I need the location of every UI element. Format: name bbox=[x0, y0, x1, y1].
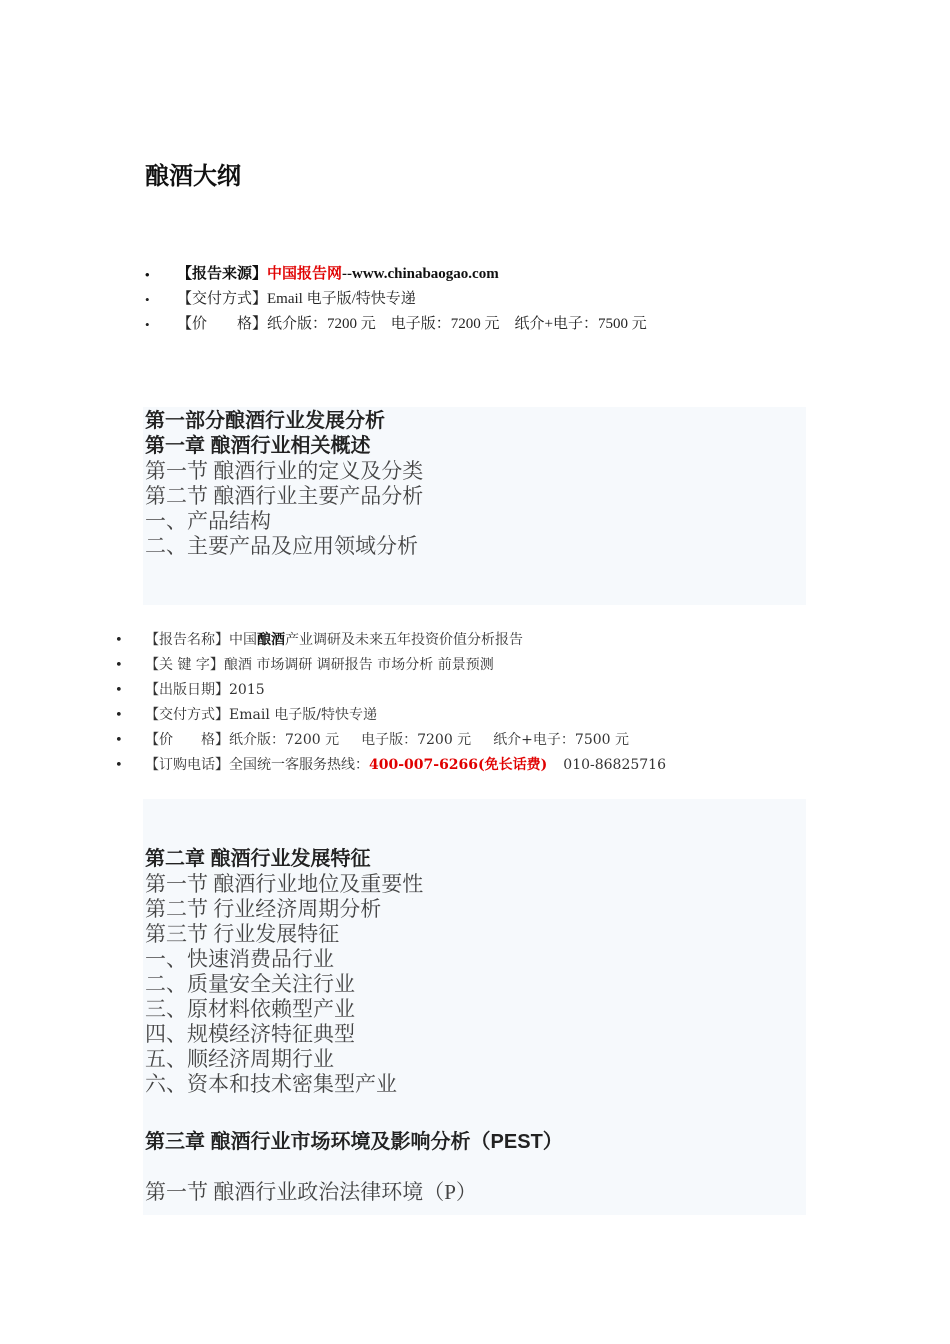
toc-block-part1 bbox=[143, 407, 806, 605]
toc-part-heading: 第一部分酿酒行业发展分析 bbox=[145, 410, 385, 432]
order-phone-item bbox=[115, 753, 666, 778]
report-name-suffix: 产业调研及未来五年投资价值分析报告 bbox=[285, 632, 523, 648]
bullet-icon: • bbox=[145, 267, 150, 282]
hotline-number[interactable]: 400-007-6266(免长话费) bbox=[369, 757, 548, 773]
report-name-keyword: 酿酒 bbox=[257, 632, 285, 648]
toc-item: 第一节 酿酒行业政治法律环境（P） bbox=[145, 1180, 477, 1204]
report-meta-list bbox=[115, 628, 666, 778]
toc-item: 第一节 酿酒行业地位及重要性 bbox=[145, 872, 424, 896]
toc-item: 五、顺经济周期行业 bbox=[145, 1047, 334, 1071]
keywords-item bbox=[115, 653, 666, 678]
toc-chapter-heading: 第二章 酿酒行业发展特征 bbox=[145, 848, 371, 870]
toc-item: 第二节 行业经济周期分析 bbox=[145, 897, 382, 921]
report-name-prefix: 【报告名称】中国 bbox=[145, 632, 257, 648]
delivery-method-text: 【交付方式】Email 电子版/特快专递 bbox=[145, 707, 377, 723]
bullet-icon: • bbox=[115, 658, 123, 673]
toc-item: 第一节 酿酒行业的定义及分类 bbox=[145, 459, 424, 483]
publish-date-item bbox=[115, 678, 666, 703]
bullet-icon: • bbox=[115, 708, 123, 723]
price-text: 【价 格】纸介版：7200 元 电子版：7200 元 纸介+电子：7500 元 bbox=[177, 316, 647, 332]
toc-item: 六、资本和技术密集型产业 bbox=[145, 1072, 397, 1096]
bullet-icon: • bbox=[115, 758, 123, 773]
toc-block-part2 bbox=[143, 799, 806, 1215]
report-source-label: 【报告来源】 bbox=[177, 266, 268, 282]
toc-item: 二、主要产品及应用领域分析 bbox=[145, 534, 418, 558]
bullet-icon: • bbox=[145, 317, 150, 332]
page-title: 酿酒大纲 bbox=[145, 163, 241, 190]
toc-item: 一、产品结构 bbox=[145, 509, 271, 533]
bullet-icon: • bbox=[145, 292, 150, 307]
toc-item: 二、质量安全关注行业 bbox=[145, 972, 355, 996]
bullet-icon: • bbox=[115, 633, 123, 648]
telephone-number[interactable]: 010-86825716 bbox=[563, 757, 666, 773]
publish-date-text: 【出版日期】2015 bbox=[145, 682, 265, 698]
price-paper: 【价 格】纸介版：7200 元 bbox=[145, 732, 340, 748]
price-combined: 纸介+电子：7500 元 bbox=[493, 732, 629, 748]
toc-item: 第三节 行业发展特征 bbox=[145, 922, 340, 946]
toc-chapter-heading: 第一章 酿酒行业相关概述 bbox=[145, 435, 371, 457]
report-name-item bbox=[115, 628, 666, 653]
price-electronic: 电子版：7200 元 bbox=[361, 732, 472, 748]
report-source-url[interactable]: --www.chinabaogao.com bbox=[342, 266, 499, 282]
report-source-site[interactable]: 中国报告网 bbox=[267, 266, 343, 282]
toc-item: 三、原材料依赖型产业 bbox=[145, 997, 355, 1021]
bullet-icon: • bbox=[115, 733, 123, 748]
report-info-list bbox=[145, 262, 647, 337]
toc-chapter-heading: 第三章 酿酒行业市场环境及影响分析（PEST） bbox=[145, 1131, 563, 1153]
price-item bbox=[145, 312, 647, 337]
toc-item: 四、规模经济特征典型 bbox=[145, 1022, 355, 1046]
delivery-text: 【交付方式】Email 电子版/特快专递 bbox=[177, 291, 416, 307]
keywords-text: 【关 键 字】酿酒 市场调研 调研报告 市场分析 前景预测 bbox=[145, 657, 494, 673]
order-phone-label: 【订购电话】全国统一客服务热线： bbox=[145, 757, 369, 773]
price-detail-item bbox=[115, 728, 666, 753]
toc-item: 第二节 酿酒行业主要产品分析 bbox=[145, 484, 424, 508]
delivery-item bbox=[145, 287, 647, 312]
delivery-method-item bbox=[115, 703, 666, 728]
bullet-icon: • bbox=[115, 683, 123, 698]
toc-item: 一、快速消费品行业 bbox=[145, 947, 334, 971]
report-source-item bbox=[145, 262, 647, 287]
